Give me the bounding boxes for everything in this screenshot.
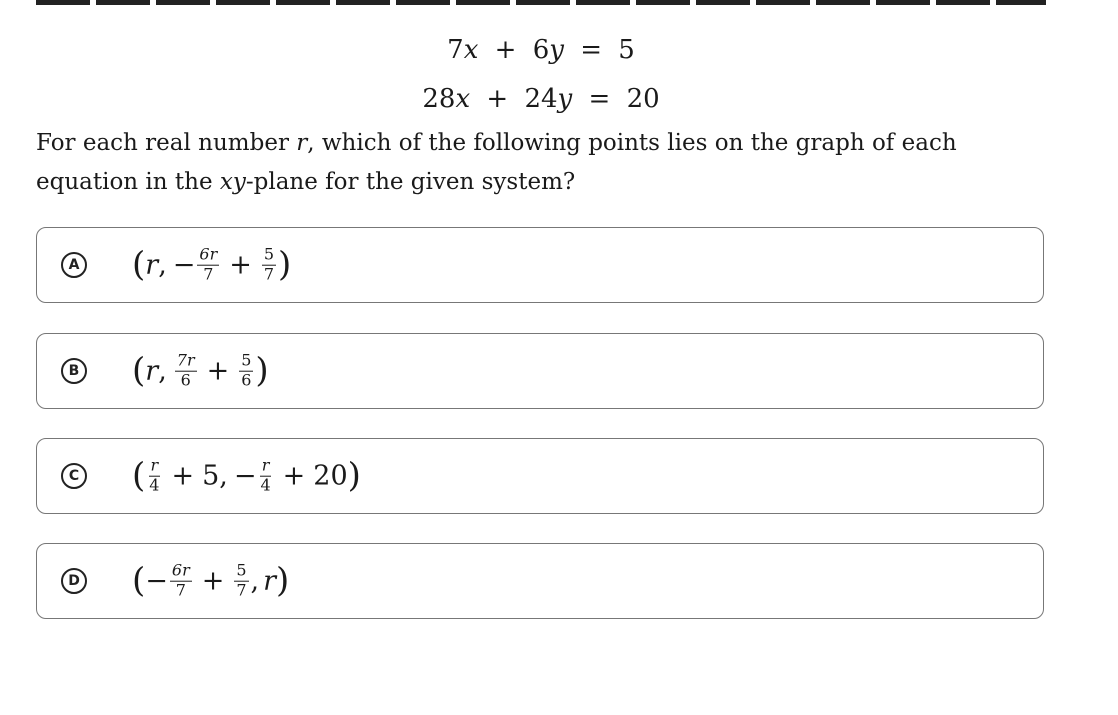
choice-d-expression (132, 560, 290, 601)
eq1-equals: = (580, 35, 603, 65)
eq2-equals: = (588, 84, 611, 114)
plus-sign: + (229, 249, 252, 281)
answer-choice-b[interactable] (36, 333, 1044, 409)
choice-letter-d: D (61, 568, 87, 594)
open-paren: ( (132, 351, 146, 391)
question-plane-var: xy (219, 169, 246, 195)
plus-sign: + (201, 565, 225, 597)
minus-sign: − (233, 460, 257, 492)
answer-choice-a[interactable] (36, 227, 1044, 303)
constant: 20 (313, 460, 348, 492)
fraction-numerator: 6r (171, 560, 190, 580)
fraction-denominator: 6 (241, 370, 252, 390)
choice-letter-c: C (61, 463, 87, 489)
fraction-denominator: 6 (180, 370, 191, 390)
open-paren: ( (132, 456, 146, 496)
fraction-2 (258, 455, 272, 495)
eq2-var-y: y (557, 84, 573, 114)
equation-2 (0, 75, 1082, 124)
fraction-numerator: 5 (241, 350, 252, 370)
open-paren: ( (132, 245, 146, 285)
eq1-var-x: x (463, 35, 479, 65)
eq2-coef-y: 24 (524, 84, 558, 114)
fraction-numerator: 6r (199, 244, 218, 264)
fraction-denominator: 7 (263, 264, 275, 284)
var-r: r (145, 355, 159, 387)
minus-sign: − (145, 565, 168, 597)
comma: , (158, 355, 167, 387)
equation-1 (0, 26, 1082, 75)
plus-sign: + (206, 355, 230, 387)
eq1-coef-y: 6 (532, 35, 550, 65)
fraction-2 (262, 244, 276, 284)
choice-a-expression (132, 244, 292, 285)
eq1-plus: + (494, 35, 517, 65)
choice-letter-b: B (61, 358, 87, 384)
fraction-1 (170, 560, 192, 600)
eq2-constant: 20 (626, 84, 660, 114)
fraction-numerator: r (261, 455, 270, 475)
close-paren: ) (278, 245, 292, 285)
close-paren: ) (347, 456, 361, 496)
fraction-denominator: 7 (203, 264, 214, 284)
choice-c-expression (132, 455, 361, 496)
question-part-1: For each real number (36, 130, 297, 156)
fraction-numerator: 5 (236, 560, 247, 580)
comma: , (250, 565, 260, 597)
answer-choice-c[interactable] (36, 438, 1044, 514)
eq2-plus: + (486, 84, 509, 114)
fraction-1 (197, 244, 219, 284)
question-var-r: r (296, 130, 308, 156)
fraction-2 (234, 560, 248, 600)
question-text (36, 124, 1046, 202)
fraction-1 (147, 455, 161, 495)
eq1-var-y: y (549, 35, 564, 65)
fraction-numerator: 5 (263, 244, 275, 264)
fraction-denominator: 4 (149, 475, 160, 495)
fraction-denominator: 4 (260, 475, 271, 495)
question-part-2: , which of the following points lies on the graph of each equation in the (36, 130, 957, 195)
comma: , (219, 460, 228, 492)
fraction-denominator: 7 (175, 580, 186, 600)
close-paren: ) (255, 351, 269, 391)
fraction-numerator: r (150, 455, 159, 475)
system-of-equations (0, 26, 1082, 124)
close-paren: ) (276, 561, 290, 601)
fraction-2 (239, 350, 253, 390)
eq2-var-x: x (455, 84, 471, 114)
question-part-3: -plane for the given system? (245, 169, 576, 195)
top-divider (36, 0, 1046, 5)
var-r: r (145, 249, 159, 281)
eq1-constant: 5 (618, 35, 635, 65)
fraction-denominator: 7 (236, 580, 247, 600)
answer-choice-d[interactable] (36, 543, 1044, 619)
minus-sign: − (172, 249, 196, 281)
plus-sign: + (282, 460, 306, 492)
open-paren: ( (132, 561, 146, 601)
var-r: r (263, 565, 277, 597)
comma: , (158, 249, 167, 281)
constant: 5 (202, 460, 220, 492)
choice-b-expression (132, 350, 269, 391)
eq1-coef-x: 7 (447, 35, 464, 65)
choice-letter-a: A (61, 252, 87, 278)
plus-sign: + (171, 460, 195, 492)
fraction-numerator: 7r (176, 350, 195, 370)
fraction-1 (175, 350, 197, 390)
eq2-coef-x: 28 (422, 84, 456, 114)
